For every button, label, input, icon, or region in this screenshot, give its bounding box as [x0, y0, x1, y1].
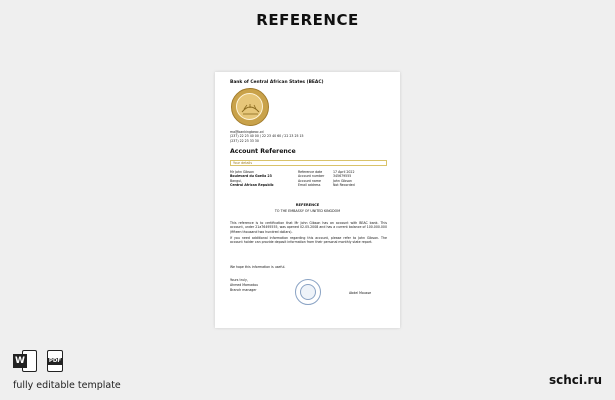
- letter-paragraph: If you need additional information regarding this account, please refer to John Gibson. The account holder can provide deposit information from their personal monthly state report.: [230, 235, 387, 245]
- details-value: 17 April 2022: [333, 170, 355, 174]
- closing-salutation: Yours truly,: [230, 278, 248, 282]
- page-title: REFERENCE: [256, 11, 359, 29]
- details-value: 345679555: [333, 174, 352, 179]
- details-key: Account number: [298, 174, 325, 179]
- format-icons: [13, 349, 67, 373]
- signer-title: Branch manager: [230, 288, 257, 292]
- details-value: Not Recorded: [333, 182, 355, 187]
- letter-body: [230, 221, 387, 246]
- contact-fax: (237) 22 23 33 30: [230, 138, 259, 143]
- address-block: [230, 170, 274, 187]
- details-tab-label: Your details: [233, 161, 253, 165]
- details-key: Account name: [298, 178, 321, 183]
- letter-paragraph: This reference is to certification that Mr John Gibson has an account with BEAC bank. This account, under 21a76495555, was opened 02.05.2008 and has a current balance of 100.000.000 (fifteen thousand two hundred dollars).: [230, 221, 387, 234]
- addressee-line: TO THE EMBASSY OF UNITED KINGDOM: [274, 209, 341, 213]
- reference-heading: REFERENCE: [295, 203, 320, 207]
- address-line: Central African Republic: [230, 182, 274, 187]
- second-signer-name: Abdel Mousse: [349, 291, 372, 295]
- details-row: [298, 183, 355, 187]
- site-watermark: schci.ru: [548, 373, 602, 387]
- details-value: John Gibson: [333, 178, 352, 183]
- address-line: Boulevard du Goella 23: [230, 174, 272, 179]
- document-preview: [215, 72, 400, 328]
- word-icon: W: [13, 349, 37, 373]
- bank-seal-icon: [231, 88, 269, 126]
- bank-name: Bank of Central African States (BEAC): [230, 80, 324, 85]
- address-line: Mr John Gibson: [230, 170, 255, 174]
- details-table: [298, 170, 355, 187]
- closing-remark: We hope this information is useful.: [230, 265, 286, 269]
- signer-name: Ahmed Mamadou: [230, 283, 259, 287]
- details-key: Reference date: [298, 170, 323, 174]
- editable-note: fully editable template: [13, 380, 121, 391]
- details-key: Email address: [298, 182, 321, 187]
- address-line: Bangui,: [230, 178, 243, 183]
- contact-block: [230, 130, 304, 143]
- contact-email: ma@bankingbeac.cd: [230, 130, 264, 134]
- signature-block: [230, 278, 258, 293]
- official-stamp-icon: [295, 279, 321, 305]
- contact-phone: (237) 22 23 40 00 / 22 23 40 60 / 22 23 25 15: [230, 134, 304, 139]
- pdf-icon: PDF: [43, 349, 67, 373]
- document-title: Account Reference: [230, 148, 296, 155]
